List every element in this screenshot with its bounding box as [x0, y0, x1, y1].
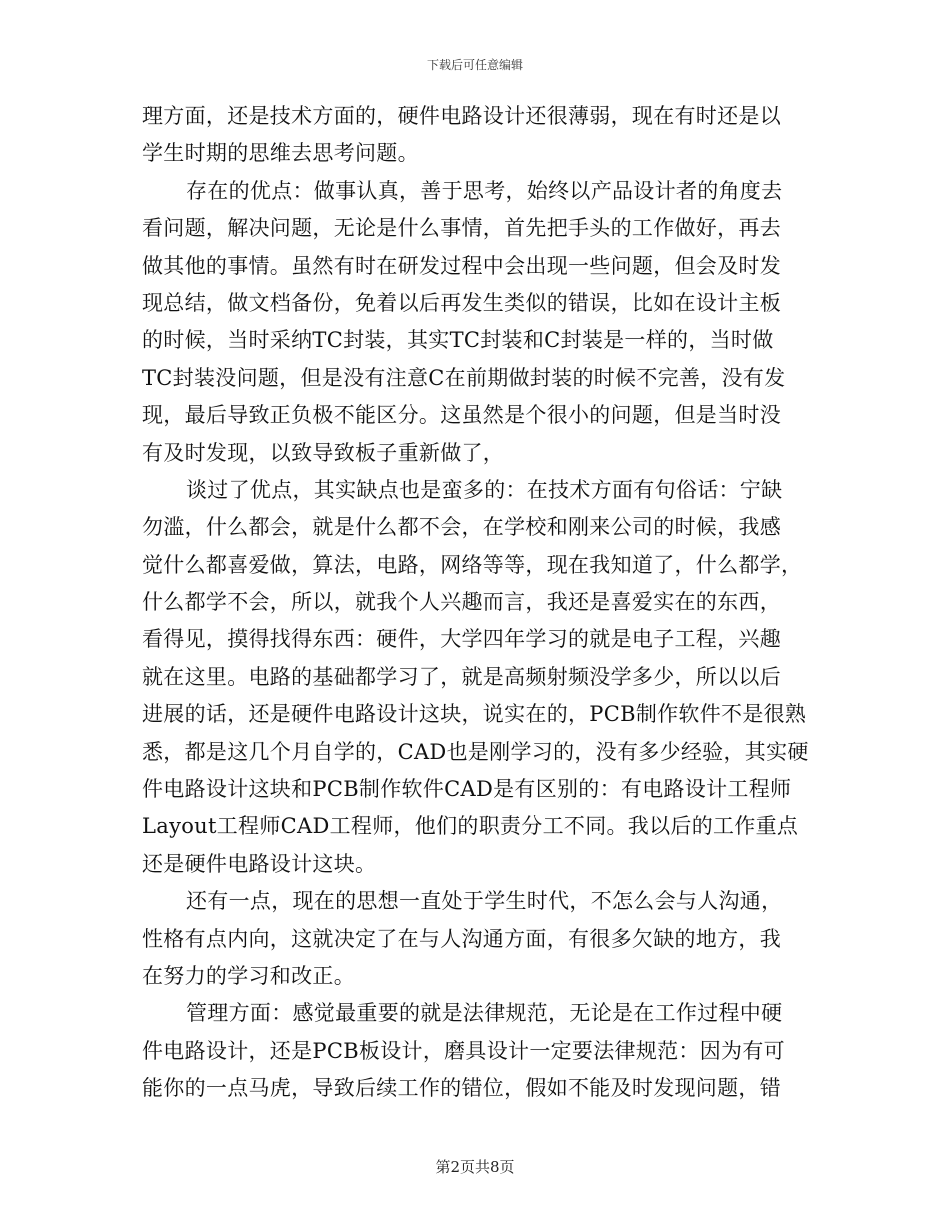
body-line: 有及时发现，以致导致板子重新做了， [142, 440, 505, 465]
body-line: 性格有点内向，这就决定了在与人沟通方面，有很多欠缺的地方，我 [142, 926, 781, 951]
body-line: 悉，都是这几个月自学的，CAD也是刚学习的，没有多少经验，其实硬 [142, 739, 809, 764]
body-line: 看问题，解决问题，无论是什么事情，首先把手头的工作做好，再去 [142, 216, 781, 241]
body-line: 做其他的事情。虽然有时在研发过程中会出现一些问题，但会及时发 [142, 253, 781, 278]
body-line: 看得见，摸得找得东西：硬件，大学四年学习的就是电子工程，兴趣 [142, 627, 781, 652]
body-line: 的时候，当时采纳TC封装，其实TC封装和C封装是一样的，当时做 [142, 328, 774, 353]
paragraph-start-line: 谈过了优点，其实缺点也是蛮多的：在技术方面有句俗话：宁缺 [186, 477, 783, 502]
body-line: TC封装没问题，但是没有注意C在前期做封装的时候不完善，没有发 [142, 365, 786, 390]
paragraph-start-line: 还有一点，现在的思想一直处于学生时代，不怎么会与人沟通， [186, 889, 783, 914]
paragraph-start-line: 存在的优点：做事认真，善于思考，始终以产品设计者的角度去 [186, 178, 783, 203]
body-line: 现总结，做文档备份，免着以后再发生类似的错误，比如在设计主板 [142, 290, 781, 315]
body-line: 能你的一点马虎，导致后续工作的错位，假如不能及时发现问题，错 [142, 1076, 781, 1101]
body-line: 进展的话，还是硬件电路设计这块，说实在的，PCB制作软件不是很熟 [142, 702, 807, 727]
body-line: Layout工程师CAD工程师，他们的职责分工不同。我以后的工作重点 [142, 814, 799, 839]
body-line: 理方面，还是技术方面的，硬件电路设计还很薄弱，现在有时还是以 [142, 104, 781, 128]
body-line: 什么都学不会，所以，就我个人兴趣而言，我还是喜爱实在的东西， [142, 590, 781, 615]
body-line: 件电路设计这块和PCB制作软件CAD是有区别的：有电路设计工程师 [142, 777, 792, 802]
body-line: 件电路设计，还是PCB板设计，磨具设计一定要法律规范：因为有可 [142, 1038, 785, 1063]
body-line: 觉什么都喜爱做，算法，电路，网络等等，现在我知道了，什么都学， [142, 552, 803, 577]
body-line: 学生时期的思维去思考问题。 [142, 141, 419, 166]
body-line: 还是硬件电路设计这块。 [142, 851, 377, 876]
page-header: 下载后可任意编辑 [426, 58, 523, 72]
body-line: 就在这里。电路的基础都学习了，就是高频射频没学多少，所以以后 [142, 664, 781, 689]
page-footer: 第2页共8页 [435, 1158, 515, 1176]
paragraph-start-line: 管理方面：感觉最重要的就是法律规范，无论是在工作过程中硬 [186, 1001, 783, 1026]
body-line: 在努力的学习和改正。 [142, 963, 355, 988]
document-body [142, 98, 810, 1108]
body-line: 现，最后导致正负极不能区分。这虽然是个很小的问题，但是当时没 [142, 403, 781, 428]
body-line: 勿滥，什么都会，就是什么都不会，在学校和刚来公司的时候，我感 [142, 515, 781, 540]
